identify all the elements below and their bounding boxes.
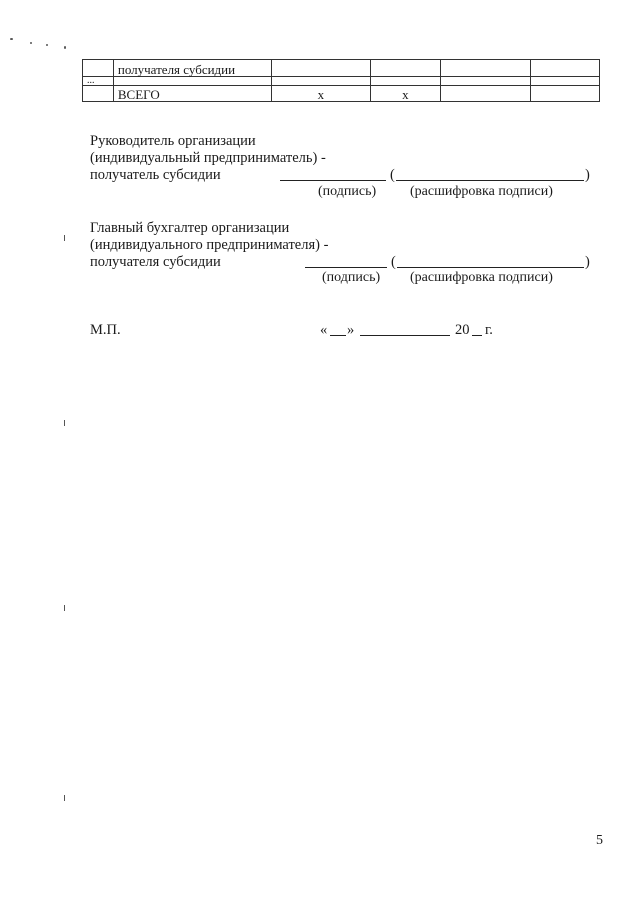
table-cell-mark: х [272,86,370,102]
head-title-line2: (индивидуальный предприниматель) - [90,150,326,166]
head-close-paren: ) [585,167,590,183]
accountant-title-line3: получателя субсидии [90,254,221,270]
scan-speck [64,420,65,426]
scan-speck [30,42,32,44]
accountant-close-paren: ) [585,254,590,270]
head-caption-signature: (подпись) [318,184,377,199]
table-row-total [83,86,600,102]
table-cell [531,86,600,102]
table-cell-ellipsis: ... [83,77,114,86]
table-cell [441,60,531,77]
table-cell [272,77,370,86]
table-cell [370,77,441,86]
scan-speck [10,38,13,40]
accountant-caption-signature: (подпись) [322,270,381,285]
accountant-title-line1: Главный бухгалтер организации [90,220,290,236]
table-cell-recipient: получателя субсидии [113,60,271,77]
table-cell [83,86,114,102]
table-cell [531,60,600,77]
date-year-prefix: 20 [455,322,470,338]
table-cell [272,60,370,77]
table-cell [83,60,114,77]
table-cell-total-label: ВСЕГО [113,86,271,102]
table-row [83,60,600,77]
date-year-suffix: г. [485,322,493,338]
date-year-line [472,335,482,336]
head-title-line1: Руководитель организации [90,133,256,149]
accountant-signature-line [305,267,387,268]
accountant-decode-line [397,267,584,268]
head-caption-decode: (расшифровка подписи) [410,184,553,199]
subsidy-table [82,59,600,102]
date-day-line [330,335,346,336]
date-month-line [360,335,450,336]
head-signature-line [280,180,386,181]
table-cell-mark: х [370,86,441,102]
scan-speck [64,795,65,801]
head-decode-line [396,180,584,181]
head-open-paren: ( [390,167,395,183]
scan-speck [64,235,65,241]
scan-speck [64,605,65,611]
table-cell [113,77,271,86]
date-close-quote: » [347,322,355,338]
table-cell [370,60,441,77]
table-cell [531,77,600,86]
table-row [83,77,600,86]
date-open-quote: « [320,322,328,338]
table-cell [441,77,531,86]
accountant-open-paren: ( [391,254,396,270]
head-title-line3: получатель субсидии [90,167,221,183]
scan-speck [46,44,48,46]
accountant-caption-decode: (расшифровка подписи) [410,270,553,285]
page-number: 5 [596,833,603,848]
table-cell [441,86,531,102]
scan-speck [64,46,66,49]
stamp-label: М.П. [90,322,121,338]
accountant-title-line2: (индивидуального предпринимателя) - [90,237,329,253]
